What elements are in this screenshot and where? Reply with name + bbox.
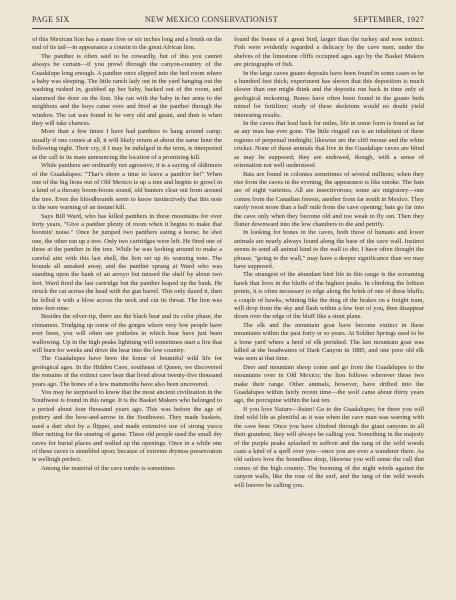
paragraph: The panther is often said to be cowardly, but of this you cannot always be certain—if you prowl through the canyon-country of the Guadalupe long enough. A panther once slipped into the bed room where a baby was sleeping. The little ranch lady out in the yard hanging out the washing rushed in, grabbed up her baby, backed out of the room, and slammed the door on the lion. She ran with the baby in her arms to the neighbors and the boys came over and fired at the panther through the window. The cat was found to be very old and gaunt, and then is when they will take chances.	[32, 52, 222, 128]
paragraph: More than a few times I have had panthers to hang around camp; usually if one comes at all, it will likely return at about the same hour the following night. Their cry, if I may be indulged in the term, is interpreted as the call to its mate announcing the location of a promising kill.	[32, 128, 222, 161]
paragraph: If you love Nature—listen! Go to the Guadalupes; for there you will find wild life as plentiful as it was when the cave man was warring with the cave bear. Once you have climbed through the giant canyons in all their grandeur, they will always be calling you. Something in the majesty of the purple peaks splashed in saffron and the tang of the wild woods casts a kind of a spell over you—once you are ever a wanderer there. As old sailors love the boundless deep, likewise you will sense the call that comes of the high country. The booming of the night winds against the canyon walls, like the roar of the surf, and the tang of the wild woods will forever be calling you.	[234, 405, 424, 489]
paragraph: Says Bill Ward, who has killed panthers in these mountains for over forty years, "Give a panther plenty of room when it begins to make that boomin' noise." Once he jumped two panthers eating a horse; he shot one, the other ran up a tree. Only two cartridges were left. He fired one of these at the panther in the tree. While he was looking around to make a careful aim with this last shell, the lion set up its warning note. The hounds all sneaked away, and the panther sprang at Ward who was standing upon the bank of an arroyo but missed the shelf by about two feet. Ward fired the last cartridge but the panther leaped up the bank. He struck the cat across the head with the gun barrel. This only dazed it, then he felled it with a blow across the neck and cut its throat. The lion was nine-feet-nine.	[32, 212, 222, 312]
paragraph: While panthers are ordinarily not agressive, it is a saying of oldtimers of the Guadalupes: "Thar's shore a time to leave a panth'er be!" When one of the big lions out of Old Mexico is up a tree and begins to growl in a kind of a throaty boom-boom sound, old hunters clear out from around the tree. Even the bloodhounds seem to know instinctively that this note is the sure warning of an instant kill.	[32, 162, 222, 212]
paragraph: The elk and the mountain goat have become extinct in these mountains within the past forty or so years. At Soldier Springs used to be a bone yard where a herd of elk perished. The last mountain goat was killed at the headwaters of Dark Canyon in 1885, and one poor old elk was seen at that time.	[234, 321, 424, 363]
publication-title: NEW MEXICO CONSERVATIONIST	[144, 14, 278, 24]
paragraph: of this Mexican lion has a mane five or six inches long and a brush on the end of its tail—in appearance a cousin to the great African lion.	[32, 36, 222, 52]
paragraph: Among the material of the cave tombs is sometimes	[41, 464, 175, 472]
page-header	[32, 12, 424, 26]
page-number: PAGE SIX	[32, 14, 70, 24]
paragraph: In looking for bones in the caves, both those of humans and lower animals are nearly always found along the base of the cave wall. Instinct seems to send all animal kind to the wall to die; I have often thought the phrase, "going to the wall," may have a deeper significance than we may have supposed.	[234, 229, 424, 270]
paragraph: In the large caves guano deposits have been found in some cases to be a hundred feet thick; experiment has shown that this deposition is much slower than one might think and the deposits run back in time only of geological reckoning. Bones have often been found in the guano beds mined for fertilizer; study of these skeletons would no doubt yield interesting results.	[234, 69, 424, 119]
paragraph: Besides the silver-tip, there are the black bear and its color phase, the cinnamon. Trudging up some of the gorges where very few people have ever been, you will often see potholes in which bear have just been wallowing. Up in the high peaks lightning will sometimes start a fire that will burn for weeks and drive the bear into the low country.	[32, 313, 222, 355]
paragraph: Deer and mountain sheep come and go from the Guadalupes to the mountains over in Old Mexico; the lion follows wherever these two make their range. Other animals, however, have drifted into the Guadalupes within fairly recent time—the wolf came about thirty years ago, the porcupine within the last ten.	[234, 363, 424, 405]
paragraph: Bats are found in colonies sometimes of several millions; when they rise from the caves in the evening, the appearance is like smoke. The bats are of eight varieties. All are insectivorous; some are migratory—one comes from the Canadian forests, another from far south in Mexico. They rarely roost more than a half mile from the cave opening; bats go far into the cave only when they become old and too weak to fly out. Then they flutter downward into the low chambers to die and petrify.	[234, 170, 424, 228]
paragraph: The strangest of the abundant bird life in this range is the screaming hawk that lives in the bluffs of the highest peaks. In climbing the loftiest points, it is often necessary to edge along the brink of one of these bluffs; a couple of hawks, whining like the drag of the brakes on a freight train, will drop from the sky and flash within a few feet of you, then disappear down over the edge of the bluff like a stunt plane.	[234, 271, 424, 321]
right-column	[234, 36, 424, 590]
issue-date: SEPTEMBER, 1927	[353, 14, 424, 24]
paragraph: found the bones of a great bird, larger than the turkey and now extinct. Fish were evidently regarded a delicacy by the cave men; under the shelves of the limestone cliffs occupied ages ago by the Basket Makers are pictographs of fish.	[234, 36, 424, 69]
header-rule	[32, 28, 424, 29]
article-body	[32, 36, 424, 590]
paragraph: In the caves that lead back for miles, life in some form is found as far as any man has ever gone. The little ringtail cat is an inhabitant of these regions of perpetual midnight; likewise are the cliff mouse and the white cricket. None of these animals that live in the Guadalupe caves are blind as may be supposed; they are endowed, though, with a sense of orientation not well understood.	[234, 120, 424, 170]
left-column	[32, 36, 222, 590]
paragraph: You may be surprised to know that the most ancient civilization in the Southwest is found in this range. It is the Basket Makers who belonged to a period about four thousand years ago. This was before the age of pottery and the bow-and-arrow in the Southwest. They made baskets, used a dart shot by a flipper, and made extensive use of strong yucca fiber netting for the snaring of game. These old people used the small dry caves for burial places and walled up the openings. Once in a while one of these caves is stumbled upon; because of extreme dryness preservation is wellnigh perfect.	[32, 389, 222, 464]
paragraph: The Guadalupes have been the home of bountiful wild life for geological ages. In the Hidden Cave, southeast of Queen, we discovered the remains of the extinct cave bear that lived about twenty-five thousand years ago. The bones of a few mammoths have also been uncovered.	[32, 355, 222, 388]
